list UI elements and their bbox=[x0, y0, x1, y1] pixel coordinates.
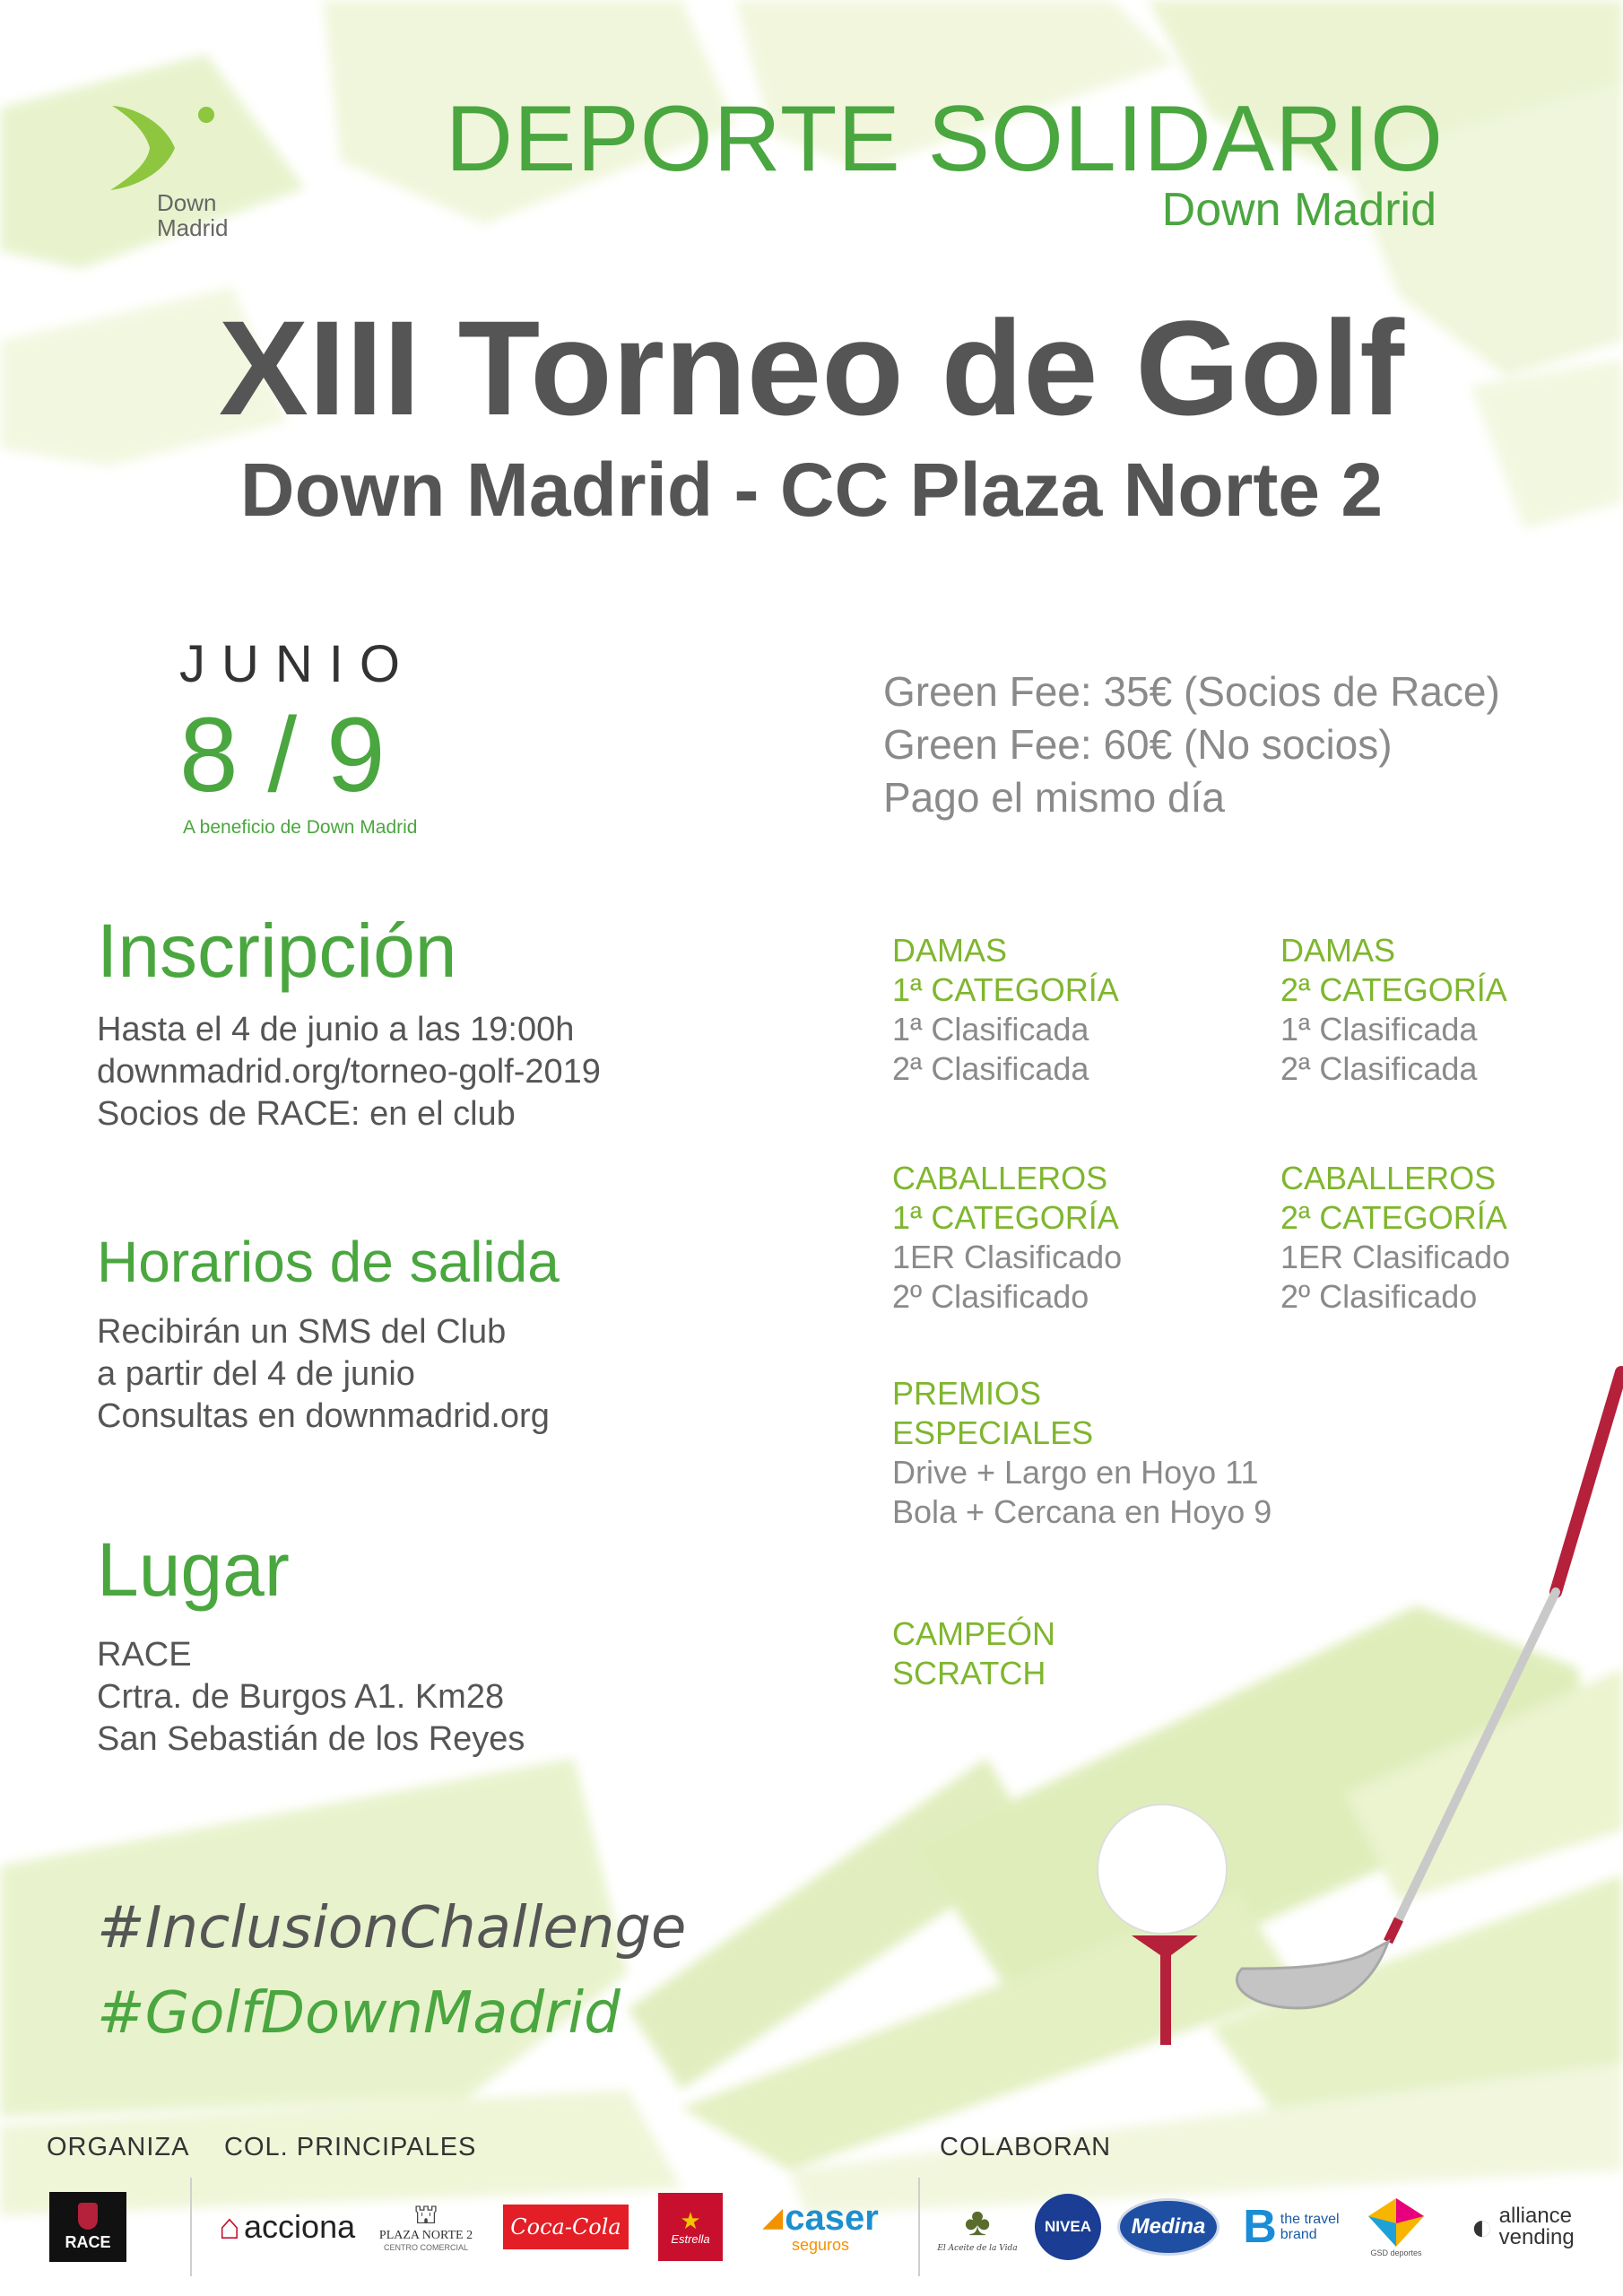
olive-tree-icon: ♣ bbox=[964, 2200, 991, 2244]
fee-line: Green Fee: 35€ (Socios de Race) bbox=[883, 668, 1500, 715]
star-icon: ★ bbox=[680, 2206, 701, 2234]
fee-line: Green Fee: 60€ (No socios) bbox=[883, 721, 1393, 768]
gsd-logo bbox=[1361, 2188, 1431, 2266]
campeon-head: CAMPEÓN bbox=[892, 1615, 1056, 1652]
travel-text: the travel brand bbox=[1280, 2212, 1340, 2242]
benefit-note: A beneficio de Down Madrid bbox=[183, 817, 418, 838]
logo-line-1: Down bbox=[157, 189, 217, 216]
cocacola-text: Coca-Cola bbox=[510, 2214, 621, 2239]
lugar-line: Crtra. de Burgos A1. Km28 bbox=[97, 1678, 505, 1716]
horarios-line: Recibirán un SMS del Club bbox=[97, 1313, 507, 1351]
cocacola-logo bbox=[500, 2188, 631, 2266]
event-subtitle: Down Madrid - CC Plaza Norte 2 bbox=[239, 448, 1384, 532]
premios-head: PREMIOS bbox=[892, 1375, 1042, 1412]
acciona-logo bbox=[215, 2188, 359, 2266]
dome-icon: ⛫ bbox=[413, 2200, 438, 2230]
golf-tee-icon bbox=[1132, 1935, 1198, 2045]
principales-label: COL. PRINCIPALES bbox=[224, 2133, 477, 2161]
category-head: DAMAS bbox=[1280, 932, 1396, 969]
category-line: 1ª Clasificada bbox=[892, 1011, 1089, 1048]
lugar-heading: Lugar bbox=[97, 1527, 290, 1612]
category-line: 2ª Clasificada bbox=[892, 1050, 1089, 1087]
category-head: CABALLEROS bbox=[892, 1160, 1108, 1196]
event-title: XIII Torneo de Golf bbox=[218, 292, 1405, 443]
alliance-text-1: alliance bbox=[1498, 2204, 1573, 2228]
organiza-label: ORGANIZA bbox=[47, 2133, 190, 2161]
medina-text: Medina bbox=[1131, 2214, 1206, 2239]
category-line: 2ª Clasificada bbox=[1280, 1050, 1478, 1087]
category-line: 1ª Clasificada bbox=[1280, 1011, 1478, 1048]
logo-text bbox=[157, 190, 228, 240]
caser-logo bbox=[753, 2188, 888, 2266]
caser-text: caser bbox=[785, 2197, 879, 2238]
category-head: 1ª CATEGORÍA bbox=[892, 1199, 1119, 1236]
campeon-head: SCRATCH bbox=[892, 1655, 1046, 1692]
colaboran-label: COLABORAN bbox=[940, 2133, 1112, 2161]
event-days: 8 / 9 bbox=[179, 696, 386, 814]
horarios-heading: Horarios de salida bbox=[97, 1230, 560, 1294]
category-line: 1ER Clasificado bbox=[892, 1239, 1123, 1275]
category-line: 2º Clasificado bbox=[1280, 1278, 1478, 1315]
hashtag-golf: #GolfDownMadrid bbox=[97, 1980, 621, 2047]
category-head: 2ª CATEGORÍA bbox=[1280, 971, 1507, 1008]
sponsor-divider bbox=[190, 2178, 192, 2276]
caser-swoosh-icon: ◢ bbox=[762, 2203, 784, 2232]
plaza-norte-text: PLAZA NORTE 2 bbox=[378, 2229, 473, 2242]
golf-ball-icon bbox=[1098, 1805, 1227, 1934]
crest-icon bbox=[78, 2203, 98, 2230]
golf-club-icon bbox=[1237, 1372, 1621, 2008]
category-line: 2º Clasificado bbox=[892, 1278, 1089, 1315]
category-head: CABALLEROS bbox=[1280, 1160, 1497, 1196]
category-line: 1ER Clasificado bbox=[1280, 1239, 1511, 1275]
horarios-link[interactable]: Consultas en downmadrid.org bbox=[97, 1397, 550, 1435]
sponsor-divider bbox=[918, 2178, 920, 2276]
plaza-norte-sub: CENTRO COMERCIAL bbox=[383, 2243, 468, 2252]
nivea-text: NIVEA bbox=[1045, 2218, 1091, 2235]
lugar-line: San Sebastián de los Reyes bbox=[97, 1720, 525, 1758]
category-head: 1ª CATEGORÍA bbox=[892, 971, 1119, 1008]
aceite-text: El Aceite de la Vida bbox=[937, 2244, 1018, 2253]
page-subtitle: Down Madrid bbox=[1161, 184, 1436, 236]
alliance-swirl-icon: ◐ bbox=[1471, 2205, 1494, 2248]
category-head: DAMAS bbox=[892, 932, 1008, 969]
alliance-logo bbox=[1444, 2188, 1601, 2266]
page-title: DEPORTE SOLIDARIO bbox=[445, 87, 1444, 191]
logo-line-2: Madrid bbox=[157, 214, 229, 241]
race-logo-text: RACE bbox=[65, 2232, 111, 2251]
alliance-text-2: vending bbox=[1498, 2225, 1575, 2249]
inscripcion-line: Socios de RACE: en el club bbox=[97, 1095, 516, 1133]
inscripcion-line: Hasta el 4 de junio a las 19:00h bbox=[97, 1011, 575, 1048]
premios-line: Bola + Cercana en Hoyo 9 bbox=[892, 1493, 1272, 1530]
event-month: JUNIO bbox=[179, 635, 416, 693]
estrella-logo bbox=[656, 2188, 725, 2266]
premios-head: ESPECIALES bbox=[892, 1414, 1094, 1451]
gsd-text: GSD deportes bbox=[1370, 2248, 1422, 2257]
acciona-leaf-icon: ⌂ bbox=[218, 2206, 241, 2247]
medina-logo bbox=[1117, 2188, 1219, 2266]
travel-brand-logo bbox=[1236, 2188, 1347, 2266]
estrella-text: Estrella bbox=[671, 2231, 710, 2246]
horarios-line: a partir del 4 de junio bbox=[97, 1355, 415, 1393]
travel-b-icon: B bbox=[1243, 2201, 1277, 2253]
aceite-logo bbox=[937, 2188, 1018, 2266]
premios-line: Drive + Largo en Hoyo 11 bbox=[892, 1454, 1259, 1491]
down-madrid-logo-icon bbox=[103, 99, 220, 197]
plaza-norte-logo bbox=[368, 2188, 484, 2266]
inscripcion-link[interactable]: downmadrid.org/torneo-golf-2019 bbox=[97, 1053, 601, 1091]
category-head: 2ª CATEGORÍA bbox=[1280, 1199, 1507, 1236]
lugar-line: RACE bbox=[97, 1636, 192, 1674]
gsd-diamond-icon bbox=[1367, 2196, 1426, 2248]
inscripcion-heading: Inscripción bbox=[97, 909, 457, 993]
acciona-logo-text: acciona bbox=[244, 2208, 356, 2245]
nivea-logo bbox=[1031, 2188, 1105, 2266]
caser-sub: seguros bbox=[791, 2235, 850, 2254]
fee-line: Pago el mismo día bbox=[883, 774, 1225, 821]
race-logo bbox=[47, 2188, 129, 2266]
hashtag-inclusion: #InclusionChallenge bbox=[97, 1895, 687, 1961]
